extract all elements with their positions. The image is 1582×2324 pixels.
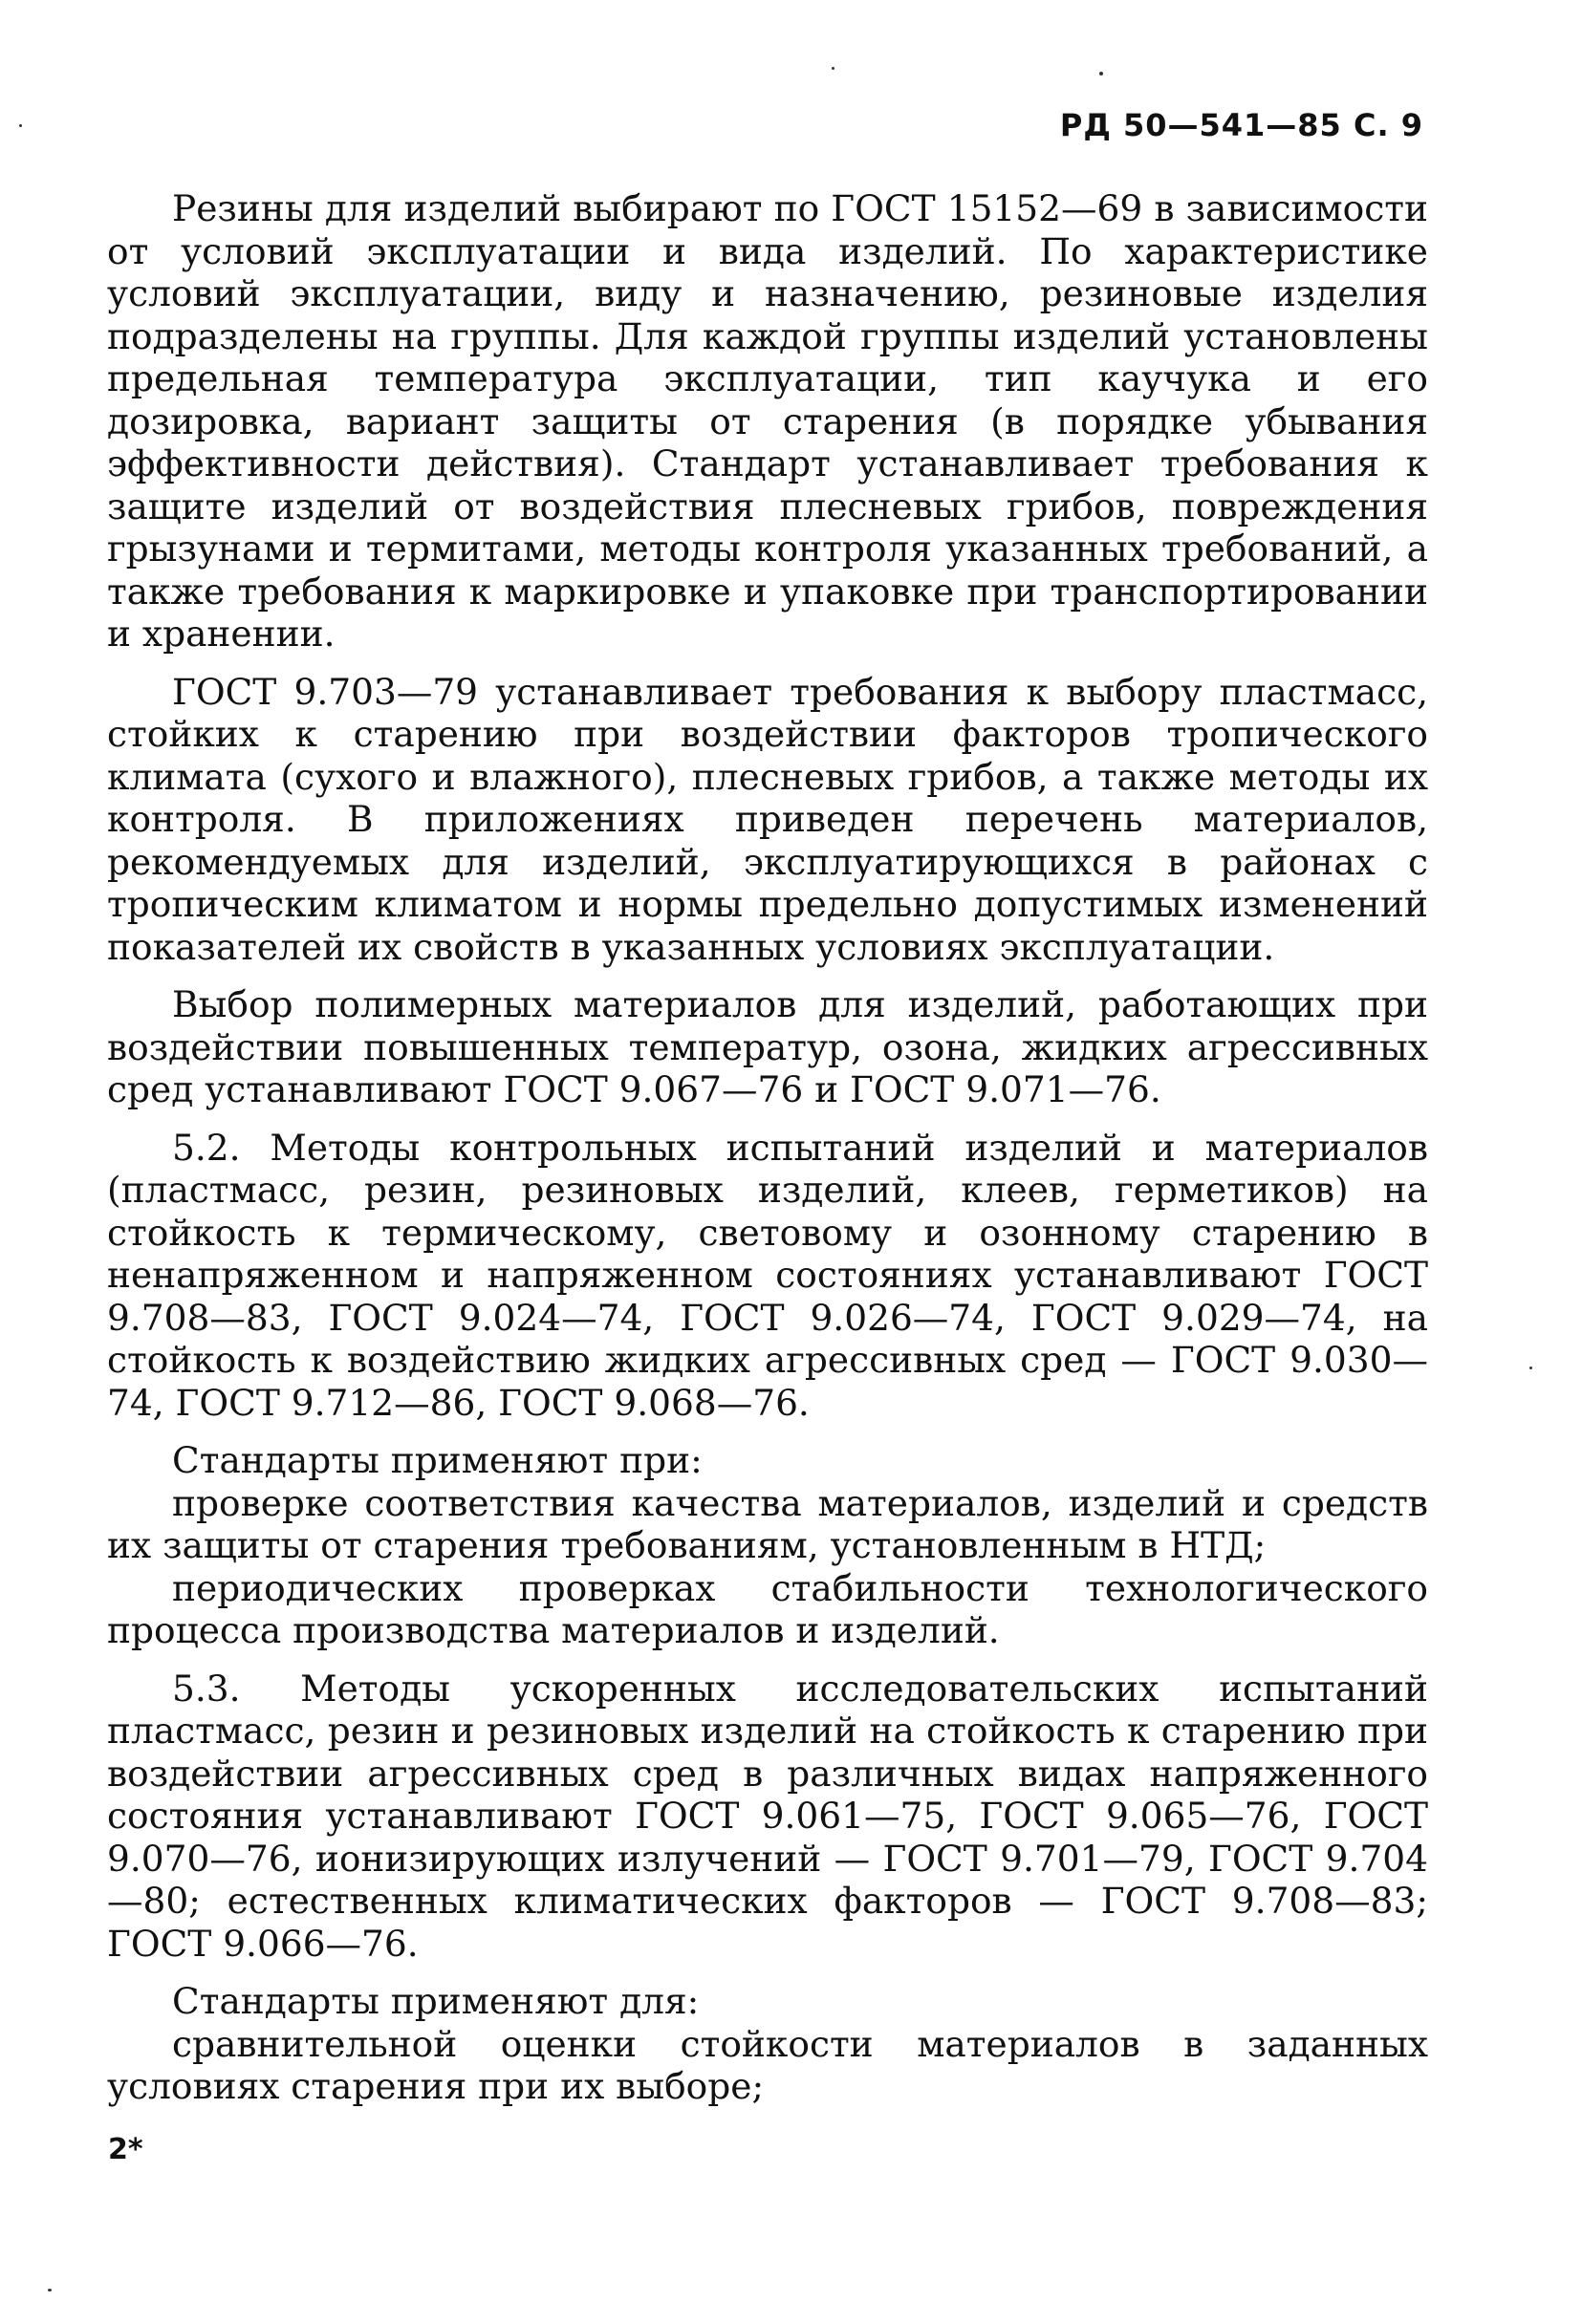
scan-speck [832, 67, 834, 70]
scan-speck [1099, 72, 1103, 75]
running-header: РД 50—541—85 С. 9 [1059, 107, 1423, 143]
paragraph-standards-applied-when: Стандарты применяют при: [172, 1439, 703, 1481]
paragraph-gost-9703: ГОСТ 9.703—79 устанавливает требования к выбору пластмасс, стойких к старению при воздействии факторов тропического климата (сухого и влажного), плесневых грибов, а также методы их контроля. В приложениях приведен перечень материалов, рекомендуемых для изделий, эксплуатирующихся в районах с тропическим климатом и нормы предельно допустимых изменений показателей их свойств в указанных условиях эксплуатации. [107, 670, 1428, 968]
scan-speck [19, 124, 22, 127]
scan-speck [48, 2289, 52, 2292]
list-item-periodic-check: периодических проверках стабильности технологического процесса производства материалов и изделий. [107, 1566, 1428, 1651]
body-text [107, 187, 1428, 2108]
list-item-comparative-assessment: сравнительной оценки стойкости материалов в заданных условиях старения при их выборе; [107, 2022, 1428, 2107]
paragraph-polymer-selection: Выбор полимерных материалов для изделий, работающих при воздействии повышенных температур, озона, жидких агрессивных сред устанавливают ГОСТ 9.067—76 и ГОСТ 9.071—76. [107, 983, 1428, 1110]
list-item-quality-check: проверке соответствия качества материалов, изделий и средств их защиты от старения требованиям, установленным в НТД; [107, 1481, 1428, 1566]
scan-speck [1529, 1366, 1532, 1369]
signature-mark: 2* [108, 2133, 143, 2166]
paragraph-standards-applied-for: Стандарты применяют для: [172, 1980, 700, 2022]
paragraph-rubber-selection: Резины для изделий выбирают по ГОСТ 15152—69 в зависимости от условий эксплуатации и вида изделий. По характеристике условий эксплуатации, виду и назначению, резиновые изделия подразделены на группы. Для каждой группы изделий установлены предельная температура эксплуатации, тип каучука и его дозировка, вариант защиты от старения (в порядке убывания эффективности действия). Стандарт устанавливает требования к защите изделий от воздействия плесневых грибов, повреждения грызунами и термитами, методы контроля указанных требований, а также требования к маркировке и упаковке при транспортировании и хранении. [107, 187, 1428, 655]
paragraph-section-5-3: 5.3. Методы ускоренных исследовательских испытаний пластмасс, резин и резиновых изделий на стойкость к старению при воздействии агрессивных сред в различных видах напряженного состояния устанавливают ГОСТ 9.061—75, ГОСТ 9.065—76, ГОСТ 9.070—76, ионизирующих излучений — ГОСТ 9.701—79, ГОСТ 9.704—80; естественных климатических факторов — ГОСТ 9.708—83; ГОСТ 9.066—76. [107, 1667, 1428, 1965]
paragraph-section-5-2: 5.2. Методы контрольных испытаний изделий и материалов (пластмасс, резин, резиновых изделий, клеев, герметиков) на стойкость к термическому, световому и озонному старению в ненапряженном и напряженном состояниях устанавливают ГОСТ 9.708—83, ГОСТ 9.024—74, ГОСТ 9.026—74, ГОСТ 9.029—74, на стойкость к воздействию жидких агрессивных сред — ГОСТ 9.030—74, ГОСТ 9.712—86, ГОСТ 9.068—76. [107, 1126, 1428, 1424]
